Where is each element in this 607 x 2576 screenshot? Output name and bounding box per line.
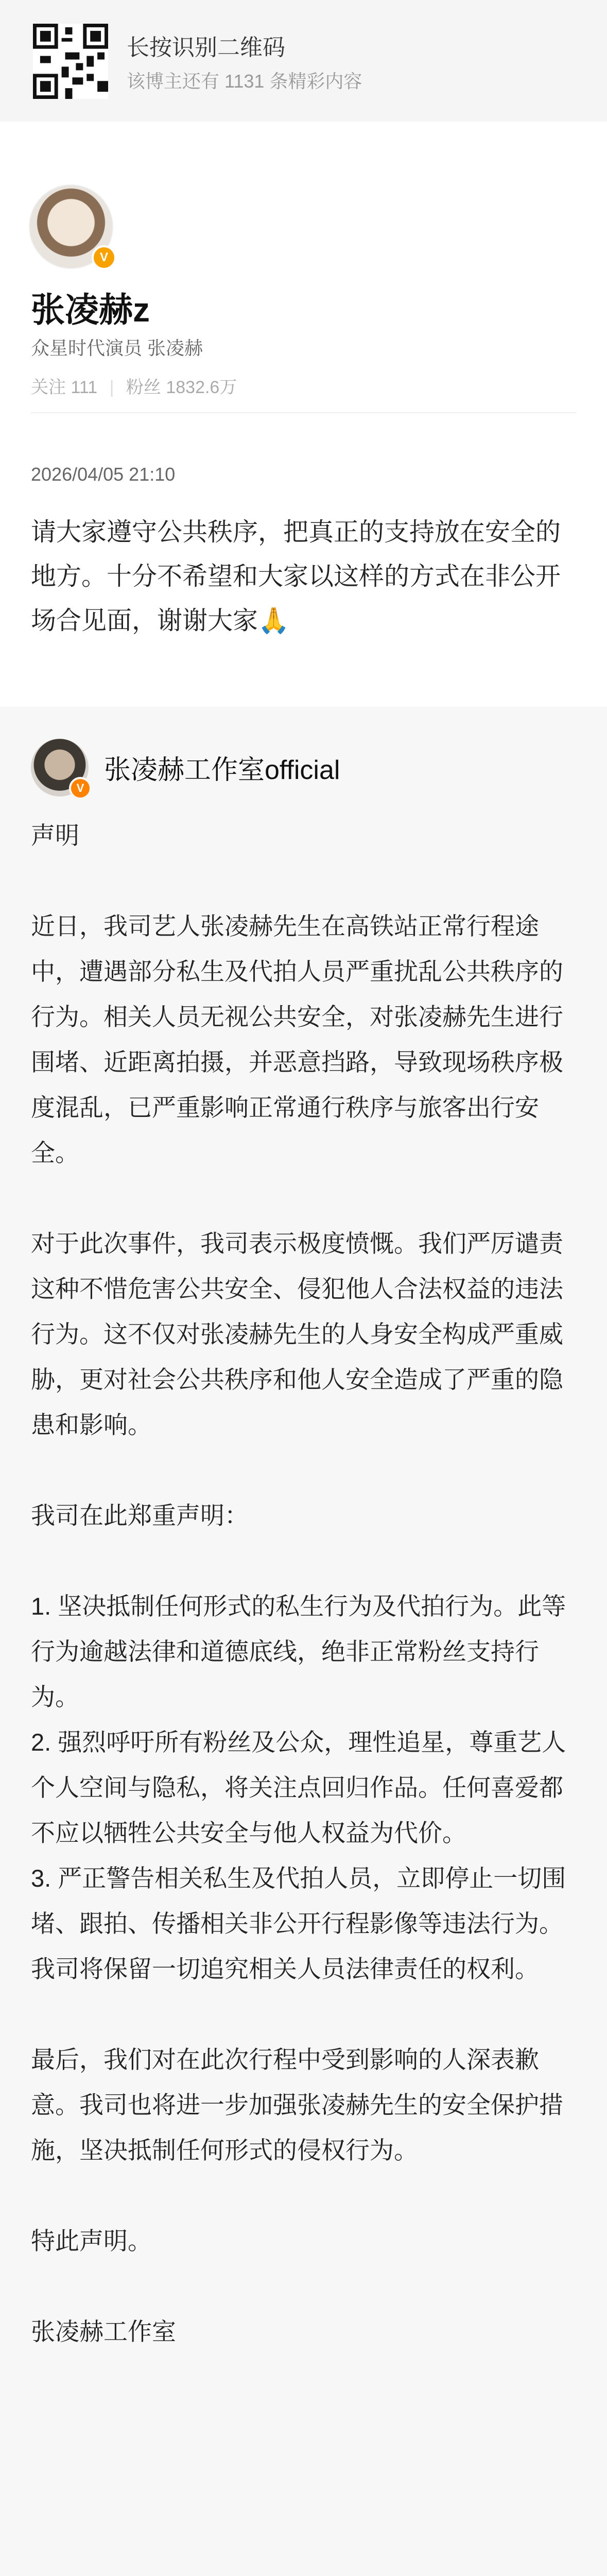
qr-prompt-title: 长按识别二维码 bbox=[127, 35, 285, 60]
verified-badge-icon: V bbox=[69, 777, 92, 800]
studio-name[interactable]: 张凌赫工作室official bbox=[104, 755, 340, 785]
follow-label: 关注 bbox=[31, 378, 66, 397]
statement-text: 声明 近日，我司艺人张凌赫先生在高铁站正常行程途中，遭遇部分私生及代拍人员严重扰乱公共秩序的行为。相关人员无视公共安全，对张凌赫先生进行围堵、近距离拍摄，并恶意挡路，导致现场秩序极度混乱，已严重影响正常通行秩序与旅客出行安全。 对于此次事件，我司表示极度愤慨。我们严厉谴责这种不惜危害公共安全、侵犯他人合法权益的违法行为。这不仅对张凌赫先生的人身安全构成严重威胁，更对社会公共秩序和他人安全造成了严重的隐患和影响。 我司在此郑重声明： 1. 坚决抵制任何形式的私生行为及代拍行为。此等行为逾越法律和道德底线，绝非正常粉丝支持行为。 2. 强烈呼吁所有粉丝及公众，理性追星，尊重艺人个人空间与隐私，将关注点回归作品。任何喜爱都不应以牺牲公共安全与他人权益为代价。 3. 严正警告相关私生及代拍人员，立即停止一切围堵、跟拍、传播相关非公开行程影像等违法行为。我司将保留一切追究相关人员法律责任的权利。 最后，我们对在此次行程中受到影响的人深表歉意。我司也将进一步加强张凌赫先生的安全保护措施，坚决抵制任何形式的侵权行为。 特此声明。 张凌赫工作室 bbox=[31, 822, 566, 2345]
author-verification: 众星时代演员 张凌赫 bbox=[31, 337, 203, 359]
fans-label: 粉丝 bbox=[126, 378, 161, 397]
qr-prompt-subtitle: 该博主还有 1131 条精彩内容 bbox=[127, 71, 362, 92]
stats-separator: | bbox=[109, 378, 114, 397]
author-name[interactable]: 张凌赫z bbox=[31, 291, 150, 329]
fans-count: 1832.6万 bbox=[166, 378, 237, 397]
post-date: 2026/04/05 21:10 bbox=[31, 464, 176, 485]
post-text: 请大家遵守公共秩序，把真正的支持放在安全的地方。十分不希望和大家以这样的方式在非公开场合见面，谢谢大家🙏 bbox=[31, 518, 561, 635]
author-stats bbox=[31, 373, 237, 398]
follow-count: 111 bbox=[71, 378, 98, 397]
verified-badge-icon: V bbox=[92, 245, 116, 270]
qr-code-small[interactable] bbox=[33, 24, 108, 99]
divider bbox=[31, 412, 577, 413]
